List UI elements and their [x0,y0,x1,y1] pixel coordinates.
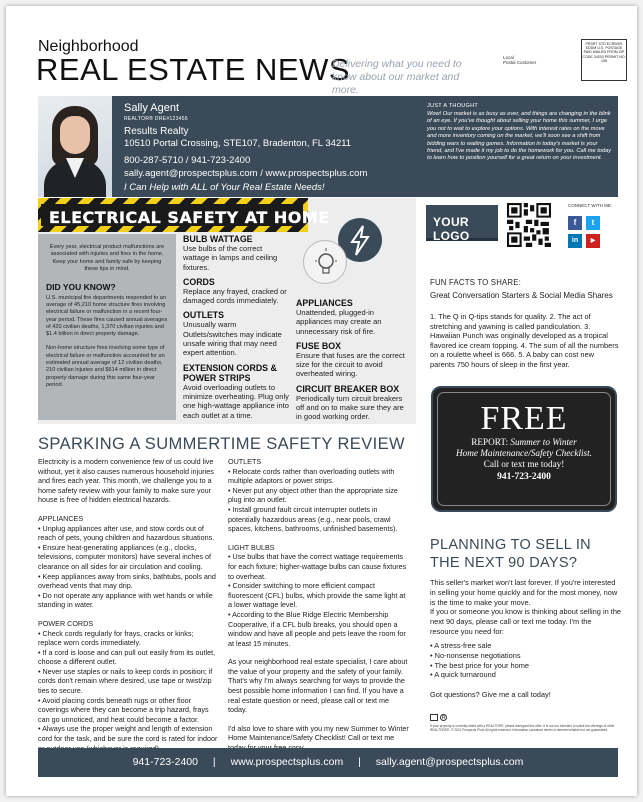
masthead-tagline: Delivering what you need to know about our market and more. [332,58,462,96]
free-report-cta: Call or text me today! [483,459,565,469]
agent-company: Results Realty [124,126,189,137]
free-report-title: Home Maintenance/Safety Checklist. [456,448,592,458]
tip-heading: EXTENSION CORDS & POWER STRIPS [183,362,277,383]
fun-facts-heading: FUN FACTS TO SHARE: [430,278,522,287]
power-cords-heading: POWER CORDS [38,618,94,628]
tip-heading: CIRCUIT BREAKER BOX [296,383,400,394]
connect-label: CONNECT WITH ME: [568,203,613,208]
free-heading: FREE [480,400,568,437]
tip-text: Unusually warm Outlets/switches may indicate unsafe wiring that may need expert attention. [183,320,282,358]
equal-housing-icon [430,714,438,721]
agent-license: REALTOR® DRE#123456 [124,116,188,122]
list-item: • Always use the proper weight and length of extension cord for the task, and be sure the cord is rated for indoor [38,724,218,744]
sparking-intro: Electricity is a modern convenience few of us could live without, yet it also causes numerous household injuries and fires each year. This month, we challenge you to a home safety review with your family to make sure your house is free of hidden electrical hazards. [38,457,214,505]
footer-website[interactable]: www.prospectsplus.com [230,756,344,768]
free-report-phone: 941-723-2400 [497,472,551,482]
electrical-fact-2: Non-home structure fires involving some type of electrical failure or malfunction accounted for an estimated annual average of 12 civilian deaths, 210 civilian injuries and $614 million in direct property damage during this same four-year period. [46,345,165,388]
electrical-fact-1: U.S. municipal fire departments responded to an average of 45,210 home structure fires involving electrical failure or malfunction in a recent four-year period. These fires caused annual averages of 420 civilian deaths, 1,370 civilian injuries and $1.4 billion in direct property damage. [46,294,168,338]
newsletter-page [6,6,637,796]
mailing-label: Local Postal Customer [503,55,537,65]
planning-body: This seller's market won't last forever. If you're interested in selling your home quickly and for the most money, now is the time to make your move. If you or someone you know is thinking about selling in the next 90 days, please call or text me today. I'm the resource you need for: [430,578,622,636]
appliances-heading: APPLIANCES [38,513,84,523]
footer-bar: 941-723-2400 | www.prospectsplus.com | sally.agent@prospectsplus.com [38,748,618,777]
list-item: • Do not operate any appliance with wet hands or while standing in water. [38,590,213,610]
tip-heading: FUSE BOX [296,340,341,351]
tip-heading: APPLIANCES [296,298,353,308]
tip-heading: BULB WATTAGE [183,234,253,244]
planning-heading: PLANNING TO SELL IN THE NEXT 90 DAYS? [430,537,591,571]
agent-contact-web: sally.agent@prospectsplus.com / www.prospectsplus.com [124,168,368,179]
thought-body: Wow! Our market is as busy as ever, and things are changing in the blink of an eye. If you've thought about selling your home this summer, I urge you not to wait to explore your options. With interest rates on the move and more inventory coming on the market, we'll soon see a shift from bidding wars to waiting games. Information in today's market is your friend, and I've made it my job to do the homework for you. Call me today to learn how to position yourself for a great return on your investment. [427,111,612,162]
realtor-icon: R [441,715,446,721]
qr-code-icon[interactable] [507,203,551,247]
masthead-kicker: Neighborhood [38,38,139,55]
list-item: • According to the Blue Ridge Electric Membership Cooperative, if a CFL bulb breaks, you should open a window and have all people and pets leave the room for at least 15 minutes. [228,609,406,648]
masthead-title: REAL ESTATE NEWS [36,52,351,87]
electrical-tips-col-2 [296,298,408,427]
list-item: • The best price for your home [430,660,529,670]
agent-photo [38,96,112,197]
tip-heading: CORDS [183,276,215,287]
facebook-icon[interactable]: f [568,216,582,230]
list-item: • Ensure heat-generating appliances (e.g., clocks, televisions, computer monitors) have several inches of clearance on all sides for air circulation and cooling. [38,542,211,571]
free-report-line: REPORT: Summer to Winter [471,437,577,447]
linkedin-icon[interactable]: in [568,234,582,248]
agent-name: Sally Agent [124,102,180,114]
twitter-icon[interactable]: t [586,216,600,230]
did-you-know-heading: DID YOU KNOW? [46,281,116,292]
list-item: • A stress-free sale [430,641,492,650]
list-item: • Avoid placing cords beneath rugs or other floor coverings where they can become a trip hazard, frays can go unnoticed, and heat could become a factor. [38,695,209,724]
list-item: • Never use staples or nails to keep cords in position; if cords don't remain where desired, use tape or twist/zip ties to secure. [38,666,213,696]
tip-text: Unattended, plugged-in appliances may create an unnecessary risk of fire. [296,308,382,336]
list-item: • Consider switching to more efficient compact fluorescent (CFL) bulbs, which provide the same light at a lower wattage level. [228,581,406,610]
list-item: • Unplug appliances after use, and stow cords out of reach of pets, young children and hazardous situations. [38,523,215,543]
planning-ask: Got questions? Give me a call today! [430,690,551,699]
postage-indicia: PRSRT STD ECRWSS EDDM U.S. POSTAGE PAID MAILED FROM ZIP CODE 34203 PERMIT NO. 106 [581,39,627,81]
light-bulbs-heading: LIGHT BULBS [228,542,275,552]
logo: YOUR LOGO [426,205,498,241]
list-item: • Relocate cords rather than overloading outlets with multiple adaptors or power strips. [228,466,395,486]
tip-text: Avoid overloading outlets to minimize overheating. Plug only one high-wattage appliance into each outlet at a time. [183,382,289,420]
free-report-box [431,386,617,512]
list-item: • No-nonsense negotiations [430,650,521,660]
electrical-tips-col-1 [183,234,289,425]
list-item: • Never put any object other than the appropriate size plug into an outlet. [228,485,398,505]
list-item: • Check cords regularly for frays, cracks or kinks; replace worn cords immediately. [38,628,194,648]
sparking-closing-2: I'd also love to share with you my new Summer to Winter Home Maintenance/Safety Checklist! Call or text me [228,723,409,743]
tip-text: Ensure that fuses are the correct size for the circuit to avoid overheated wiring. [296,350,405,379]
agent-cta: I Can Help with ALL of Your Real Estate Needs! [124,182,325,193]
tip-text: Periodically turn circuit breakers off and on to make sure they are in good working order. [296,393,404,422]
list-item: • Use bulbs that have the correct wattage requirements for each fixture; higher-wattage bulbs can cause fixtures to overheat. [228,552,407,581]
list-item: • A quick turnaround [430,670,496,680]
fun-facts-subheading: Great Conversation Starters & Social Media Shares [430,291,613,300]
agent-phones: 800-287-5710 / 941-723-2400 [124,155,251,166]
youtube-icon[interactable]: ▶ [586,234,600,248]
footer-email[interactable]: sally.agent@prospectsplus.com [375,756,524,768]
sparking-closing-1: As your neighborhood real estate specialist, I care about the value of your property and the safety of your family. That's why I'm always searching for ways to provide the best possible home information I can find. If you have a real estate question or need, please call or text me today. [228,657,408,715]
did-you-know-panel [38,234,176,420]
tip-text: Replace any frayed, cracked or damaged cords immediately. [183,286,287,306]
list-item: • If a cord is loose and can pull out easily from its outlet, choose a different outlet. [38,647,216,667]
fun-facts-body: 1. The Q in Q-tips stands for quality. 2. The act of stretching and yawning is called pandiculation. 3. Hawaiian Punch was originally developed as a tropical flavored ice cream topping. 4. The sum of all the numbers on a roulette wheel is 666. 5. A baby can cost new parents 750 hours of sleep in the first year. [430,312,619,369]
tip-heading: OUTLETS [183,310,225,321]
electrical-safety-section [38,198,416,424]
electrical-title: ELECTRICAL SAFETY AT HOME [49,208,330,227]
light-bulb-icon [303,240,347,284]
agent-band [38,96,618,197]
hazard-banner [38,198,330,232]
list-item: • Keep appliances away from sinks, bathtubs, pools and overhead vents that may drip. [38,571,216,591]
sparking-col-1 [38,457,218,753]
disclaimer: If your property is currently listed with a REALTOR®, please disregard this offer. It is not our intention to solicit the offerings of other REALTORS®. © 2021 Prospects Plus! All rights reserved. Information contained herein is deemed reliable but not guaranteed. [430,724,615,733]
outlets-heading: OUTLETS [228,457,262,466]
sparking-col-2 [228,457,410,753]
sparking-heading: SPARKING A SUMMERTIME SAFETY REVIEW [38,435,405,453]
tip-text: Use bulbs of the correct wattage in lamps and ceiling fixtures. [183,244,278,272]
agent-address: 10510 Portal Crossing, STE107, Bradenton, FL 34211 [124,138,352,149]
thought-heading: JUST A THOUGHT [427,103,479,109]
planning-list [430,641,529,680]
footer-phone[interactable]: 941-723-2400 [132,756,198,768]
list-item: • Install ground fault circuit interrupter outlets in potentially hazardous areas (e.g., near pools, crawl spaces, kitchens, bathrooms, unfinished basements). [228,504,398,534]
electrical-intro: Every year, electrical product malfunctions are associated with injuries and fires in the home. Keep your home and family safe by keeping these tips in mind. [49,244,165,273]
